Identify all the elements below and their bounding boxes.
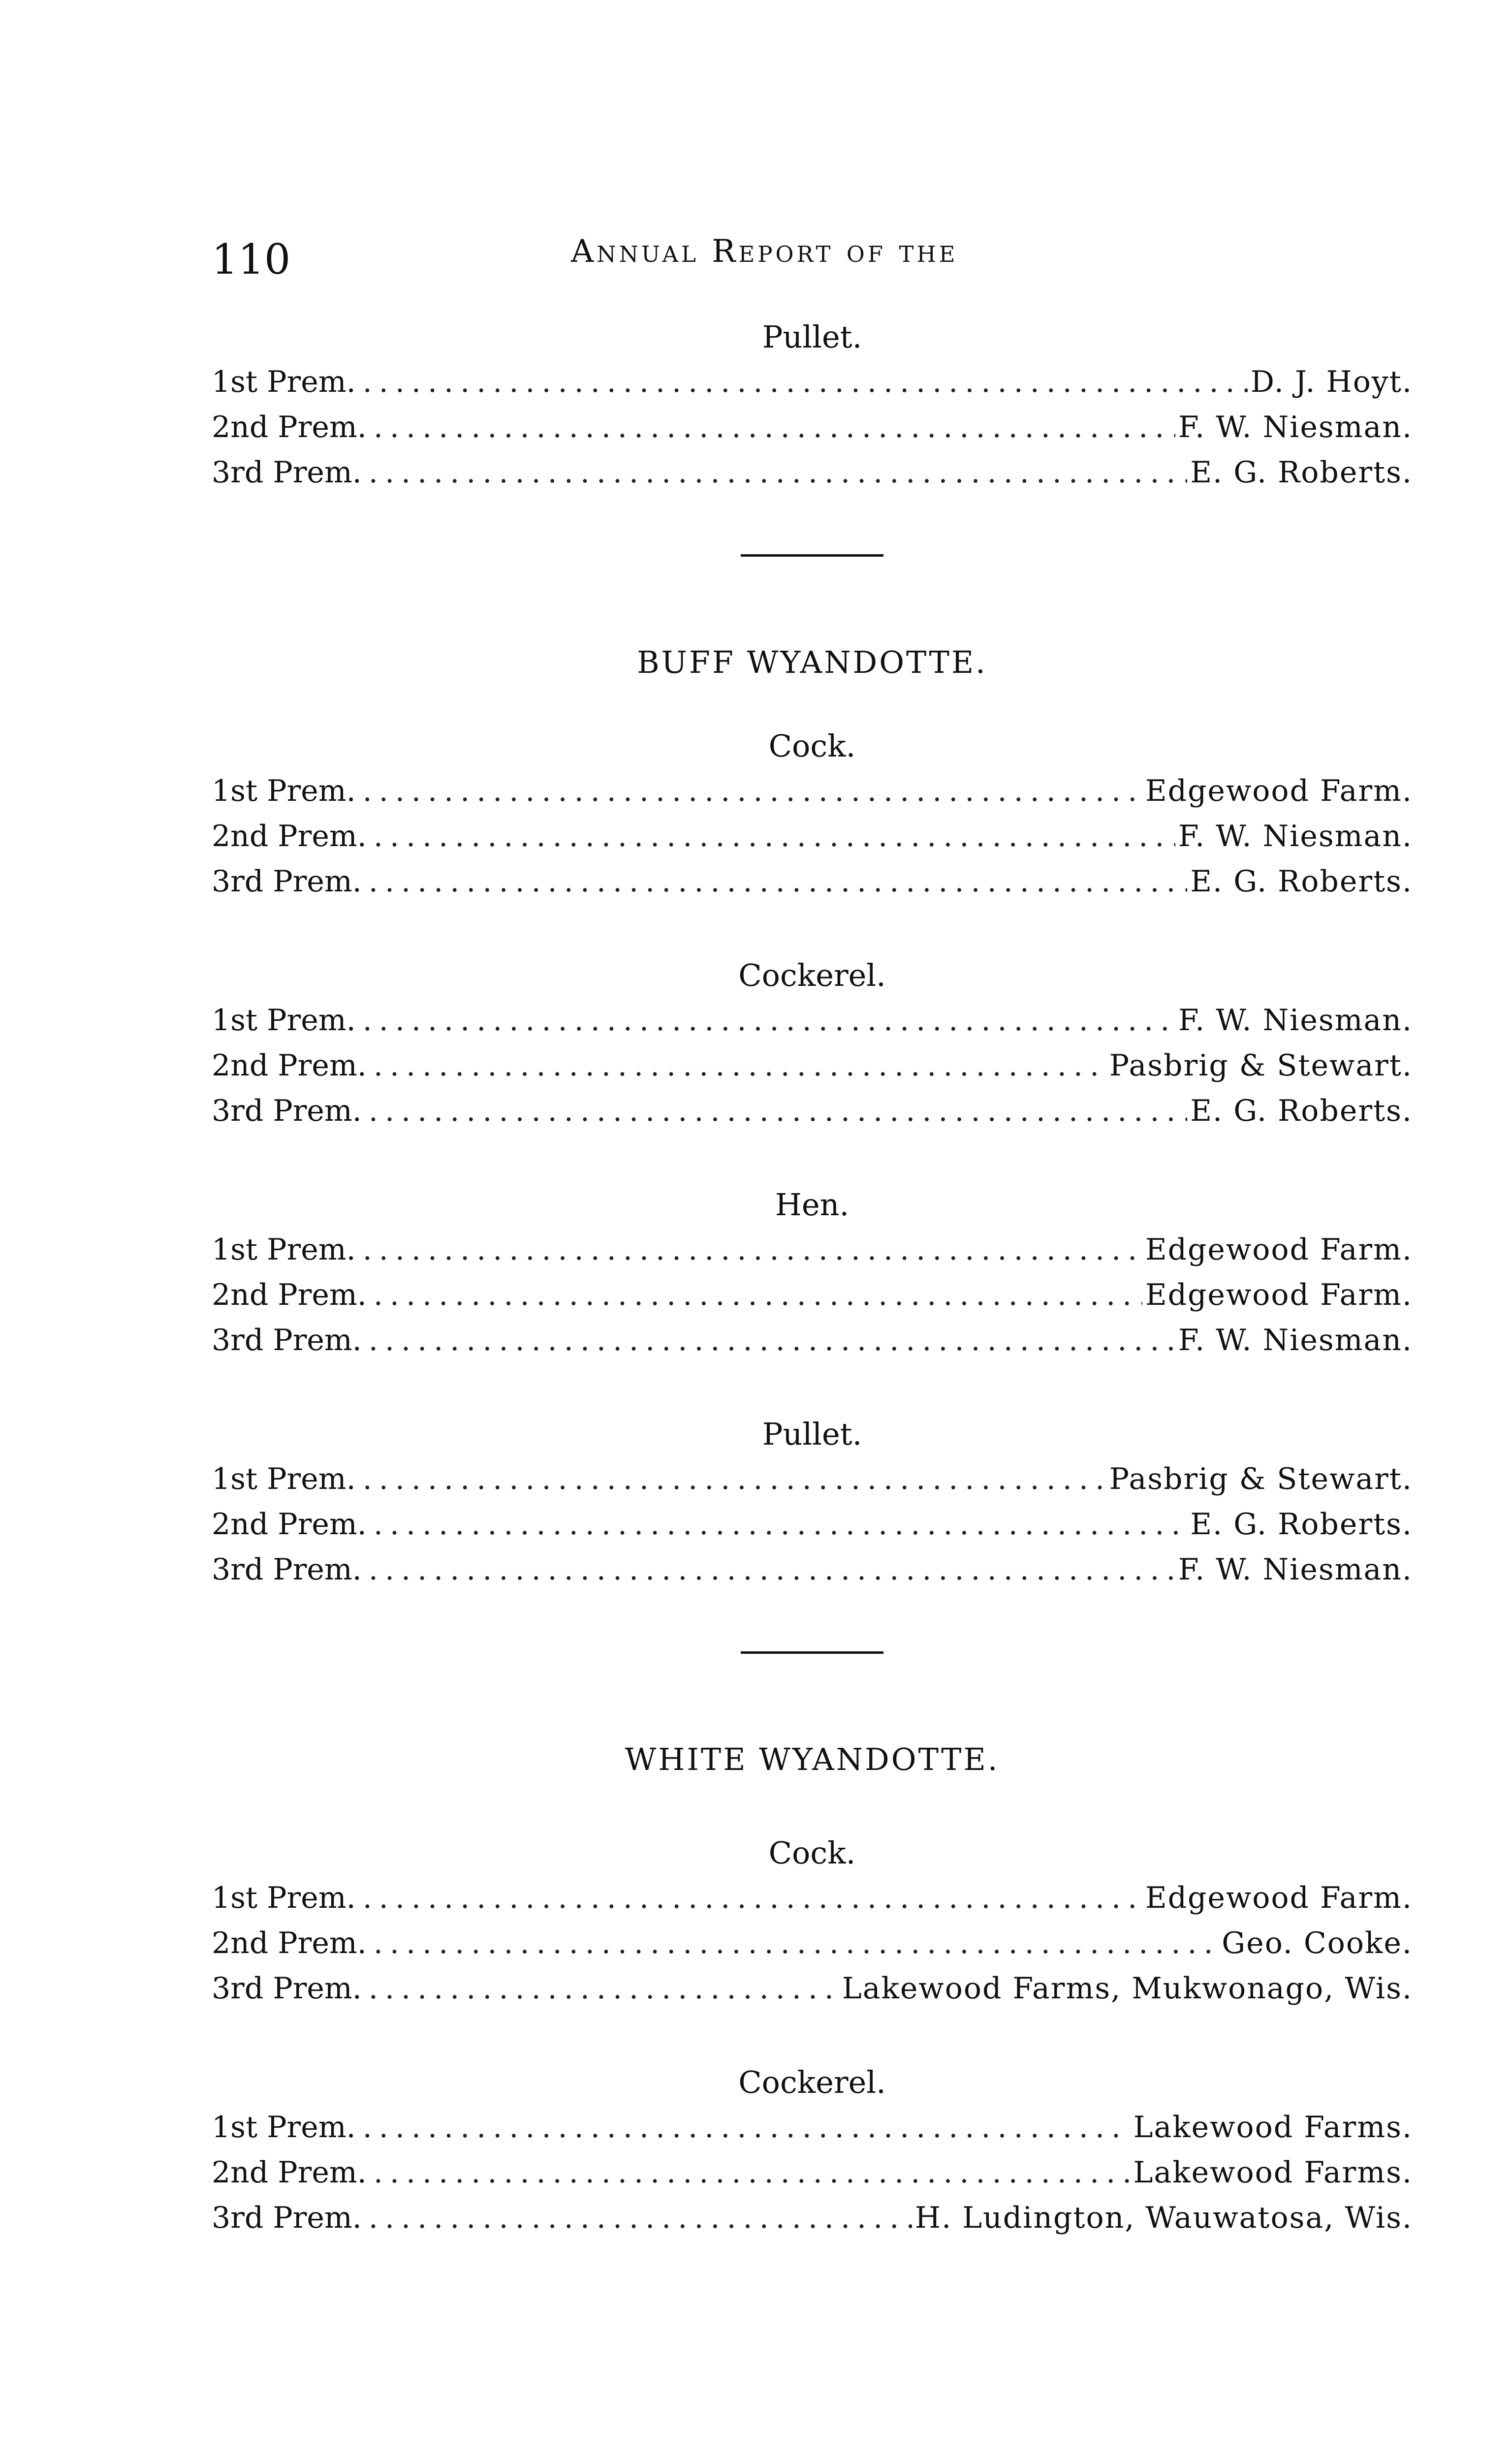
- prize-winner: Pasbrig & Stewart.: [1109, 1462, 1413, 1496]
- cock-group: [212, 724, 1413, 904]
- page-content: [212, 315, 1413, 2240]
- prize-place: 3rd Prem.: [212, 1971, 362, 2006]
- prize-entry: [212, 1456, 1413, 1502]
- group-title: Cockerel.: [738, 957, 886, 993]
- prize-winner: D. J. Hoyt.: [1250, 365, 1413, 399]
- hen-group: [212, 1183, 1413, 1363]
- prize-entry: [212, 2150, 1413, 2195]
- dot-leader: [369, 859, 1187, 904]
- page-number: 110: [212, 235, 291, 284]
- prize-place: 3rd Prem.: [212, 2201, 362, 2235]
- dot-leader: [369, 450, 1187, 495]
- prize-place: 2nd Prem.: [212, 819, 367, 853]
- dot-leader: [363, 359, 1248, 405]
- prize-winner: F. W. Niesman.: [1178, 1003, 1413, 1038]
- prize-winner: E. G. Roberts.: [1190, 1507, 1413, 1542]
- group-title: Cock.: [768, 1835, 856, 1871]
- prize-entry: [212, 1318, 1413, 1363]
- dot-leader: [374, 1502, 1187, 1547]
- prize-place: 1st Prem.: [212, 1881, 356, 1915]
- prize-entry: [212, 1043, 1413, 1088]
- dot-leader: [369, 1966, 839, 2011]
- prize-winner: E. G. Roberts.: [1190, 864, 1413, 899]
- prize-entry: [212, 1088, 1413, 1134]
- white-wyandotte-section: [212, 1737, 1413, 2240]
- prize-place: 1st Prem.: [212, 1462, 356, 1496]
- prize-entry: [212, 1875, 1413, 1921]
- prize-place: 2nd Prem.: [212, 2155, 367, 2190]
- prize-winner: E. G. Roberts.: [1190, 455, 1413, 490]
- dot-leader: [374, 1272, 1142, 1318]
- prize-place: 3rd Prem.: [212, 1323, 362, 1357]
- prize-winner: Lakewood Farms.: [1133, 2155, 1413, 2190]
- prize-entry: [212, 2195, 1413, 2240]
- prize-winner: Edgewood Farm.: [1145, 1232, 1413, 1267]
- prize-winner: E. G. Roberts.: [1190, 1094, 1413, 1128]
- group-title: Cock.: [768, 728, 856, 764]
- prize-winner: F. W. Niesman.: [1178, 819, 1413, 853]
- prize-place: 2nd Prem.: [212, 1278, 367, 1312]
- dot-leader: [369, 1547, 1175, 1592]
- prize-entry: [212, 405, 1413, 450]
- prize-entry: [212, 859, 1413, 904]
- dot-leader: [363, 2105, 1131, 2150]
- pullet-group-top: [212, 315, 1413, 495]
- dot-leader: [369, 1088, 1187, 1134]
- prize-entry: [212, 359, 1413, 405]
- prize-winner: F. W. Niesman.: [1178, 410, 1413, 444]
- prize-place: 1st Prem.: [212, 365, 356, 399]
- prize-entry: [212, 2105, 1413, 2150]
- group-title: Pullet.: [762, 319, 862, 355]
- pullet-group: [212, 1412, 1413, 1592]
- prize-place: 3rd Prem.: [212, 1094, 362, 1128]
- prize-entry: [212, 1227, 1413, 1272]
- group-title: Hen.: [775, 1187, 850, 1223]
- dot-leader: [374, 2150, 1131, 2195]
- dot-leader: [369, 1318, 1175, 1363]
- prize-place: 3rd Prem.: [212, 864, 362, 899]
- prize-winner: F. W. Niesman.: [1178, 1323, 1413, 1357]
- section-title: WHITE WYANDOTTE.: [625, 1741, 1000, 1777]
- dot-leader: [363, 998, 1175, 1043]
- prize-entry: [212, 814, 1413, 859]
- section-title: BUFF WYANDOTTE.: [637, 644, 987, 680]
- prize-winner: Edgewood Farm.: [1145, 774, 1413, 808]
- prize-entry: [212, 1502, 1413, 1547]
- dot-leader: [363, 1456, 1106, 1502]
- dot-leader: [369, 2195, 912, 2240]
- dot-leader: [374, 405, 1175, 450]
- prize-entry: [212, 450, 1413, 495]
- prize-place: 1st Prem.: [212, 2110, 356, 2145]
- dot-leader: [363, 1875, 1142, 1921]
- dot-leader: [363, 1227, 1142, 1272]
- dot-leader: [374, 1921, 1219, 1966]
- cock-group: [212, 1831, 1413, 2011]
- prize-winner: Edgewood Farm.: [1145, 1278, 1413, 1312]
- cockerel-group: [212, 953, 1413, 1134]
- dot-leader: [374, 814, 1175, 859]
- prize-winner: Lakewood Farms, Mukwonago, Wis.: [842, 1971, 1413, 2006]
- cockerel-group: [212, 2060, 1413, 2240]
- prize-place: 2nd Prem.: [212, 1507, 367, 1542]
- prize-entry: [212, 998, 1413, 1043]
- prize-winner: F. W. Niesman.: [1178, 1552, 1413, 1587]
- prize-winner: Edgewood Farm.: [1145, 1881, 1413, 1915]
- group-title: Cockerel.: [738, 2064, 886, 2100]
- prize-entry: [212, 1921, 1413, 1966]
- group-title: Pullet.: [762, 1416, 862, 1452]
- prize-entry: [212, 1547, 1413, 1592]
- prize-place: 1st Prem.: [212, 774, 356, 808]
- prize-place: 2nd Prem.: [212, 1048, 367, 1083]
- prize-entry: [212, 768, 1413, 814]
- prize-place: 3rd Prem.: [212, 1552, 362, 1587]
- prize-entry: [212, 1966, 1413, 2011]
- prize-place: 2nd Prem.: [212, 1926, 367, 1960]
- prize-place: 3rd Prem.: [212, 455, 362, 490]
- prize-entry: [212, 1272, 1413, 1318]
- prize-winner: Geo. Cooke.: [1222, 1926, 1413, 1960]
- prize-place: 1st Prem.: [212, 1232, 356, 1267]
- prize-place: 2nd Prem.: [212, 410, 367, 444]
- running-head: Annual Report of the: [571, 233, 958, 270]
- prize-winner: Pasbrig & Stewart.: [1109, 1048, 1413, 1083]
- dot-leader: [363, 768, 1142, 814]
- prize-winner: Lakewood Farms.: [1133, 2110, 1413, 2145]
- buff-wyandotte-section: [212, 640, 1413, 1592]
- prize-place: 1st Prem.: [212, 1003, 356, 1038]
- dot-leader: [374, 1043, 1106, 1088]
- prize-winner: H. Ludington, Wauwatosa, Wis.: [914, 2201, 1413, 2235]
